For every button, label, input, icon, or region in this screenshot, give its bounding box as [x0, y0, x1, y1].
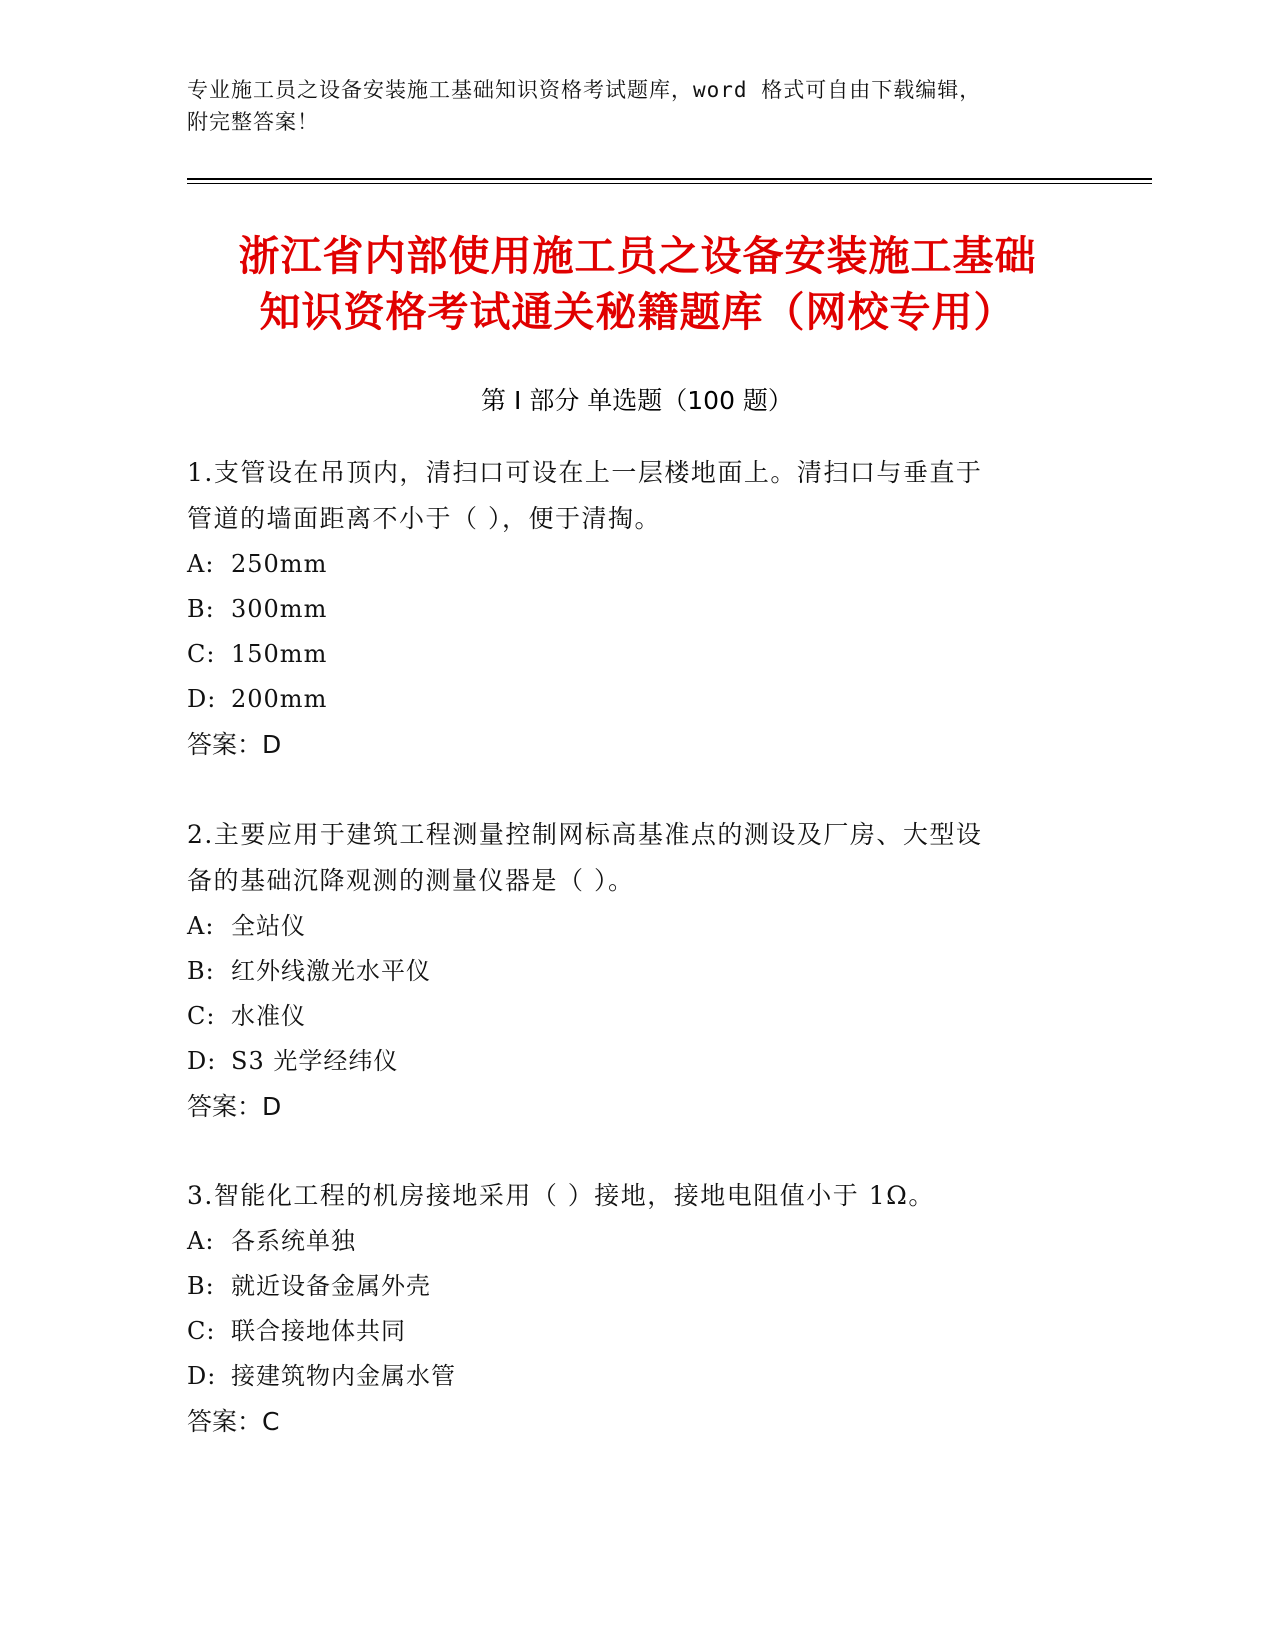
question-1-stem-line1: 1.支管设在吊顶内，清扫口可设在上一层楼地面上。清扫口与垂直于: [187, 458, 983, 487]
question-2-option-b: [187, 949, 1067, 994]
question-2-option-c: [187, 994, 1067, 1039]
document-title-line1: 浙江省内部使用施工员之设备安装施工基础: [238, 232, 1037, 280]
option-key: D:: [187, 685, 217, 713]
question-2-option-d: [187, 1039, 1067, 1084]
question-3-answer: 答案：C: [187, 1407, 280, 1436]
question-1-option-c: [187, 632, 1067, 677]
option-text: 就近设备金属外壳: [231, 1272, 431, 1300]
option-key: B:: [187, 1272, 215, 1300]
option-key: B:: [187, 957, 215, 985]
option-text: 300mm: [231, 595, 328, 623]
option-text: 全站仪: [231, 912, 306, 940]
option-text: 水准仪: [231, 1002, 306, 1030]
option-text: 150mm: [231, 640, 328, 668]
header-divider-thin: [187, 183, 1152, 184]
question-2: [187, 812, 1067, 1130]
question-3-option-a: [187, 1219, 1067, 1264]
option-key: C:: [187, 1317, 216, 1345]
question-1-option-d: [187, 677, 1067, 722]
document-title: [150, 228, 1125, 340]
question-3-option-c: [187, 1309, 1067, 1354]
option-text: 接建筑物内金属水管: [231, 1362, 456, 1390]
header-note: [187, 74, 1067, 138]
option-text: 200mm: [231, 685, 328, 713]
option-key: C:: [187, 640, 216, 668]
question-3-stem-line1: 3.智能化工程的机房接地采用（ ）接地，接地电阻值小于 1Ω。: [187, 1181, 935, 1210]
option-key: A:: [187, 550, 215, 578]
option-key: D:: [187, 1047, 217, 1075]
question-1-answer: 答案：D: [187, 730, 282, 759]
question-2-option-a: [187, 904, 1067, 949]
question-2-stem-line2: 备的基础沉降观测的测量仪器是（ ）。: [187, 866, 635, 895]
option-key: C:: [187, 1002, 216, 1030]
question-1-option-a: [187, 542, 1067, 587]
option-text: S3 光学经纬仪: [231, 1047, 399, 1075]
question-3-option-b: [187, 1264, 1067, 1309]
document-title-line2: 知识资格考试通关秘籍题库（网校专用）: [259, 288, 1016, 336]
option-key: A:: [187, 912, 215, 940]
option-text: 250mm: [231, 550, 328, 578]
header-note-line2: 附完整答案！: [187, 110, 319, 134]
section-heading: 第 I 部分 单选题（100 题）: [481, 386, 793, 415]
question-3-option-d: [187, 1354, 1067, 1399]
question-1: [187, 450, 1067, 768]
question-3: [187, 1173, 1067, 1445]
question-1-stem-line2: 管道的墙面距离不小于（ ），便于清掏。: [187, 504, 661, 533]
option-key: B:: [187, 595, 215, 623]
question-1-option-b: [187, 587, 1067, 632]
option-text: 红外线激光水平仪: [231, 957, 431, 985]
option-text: 联合接地体共同: [231, 1317, 406, 1345]
header-divider-thick: [187, 178, 1152, 180]
option-key: D:: [187, 1362, 217, 1390]
option-text: 各系统单独: [231, 1227, 356, 1255]
question-2-answer: 答案：D: [187, 1092, 282, 1121]
question-2-stem-line1: 2.主要应用于建筑工程测量控制网标高基准点的测设及厂房、大型设: [187, 820, 983, 849]
header-note-line1: 专业施工员之设备安装施工基础知识资格考试题库，word 格式可自由下载编辑，: [187, 78, 982, 102]
option-key: A:: [187, 1227, 215, 1255]
